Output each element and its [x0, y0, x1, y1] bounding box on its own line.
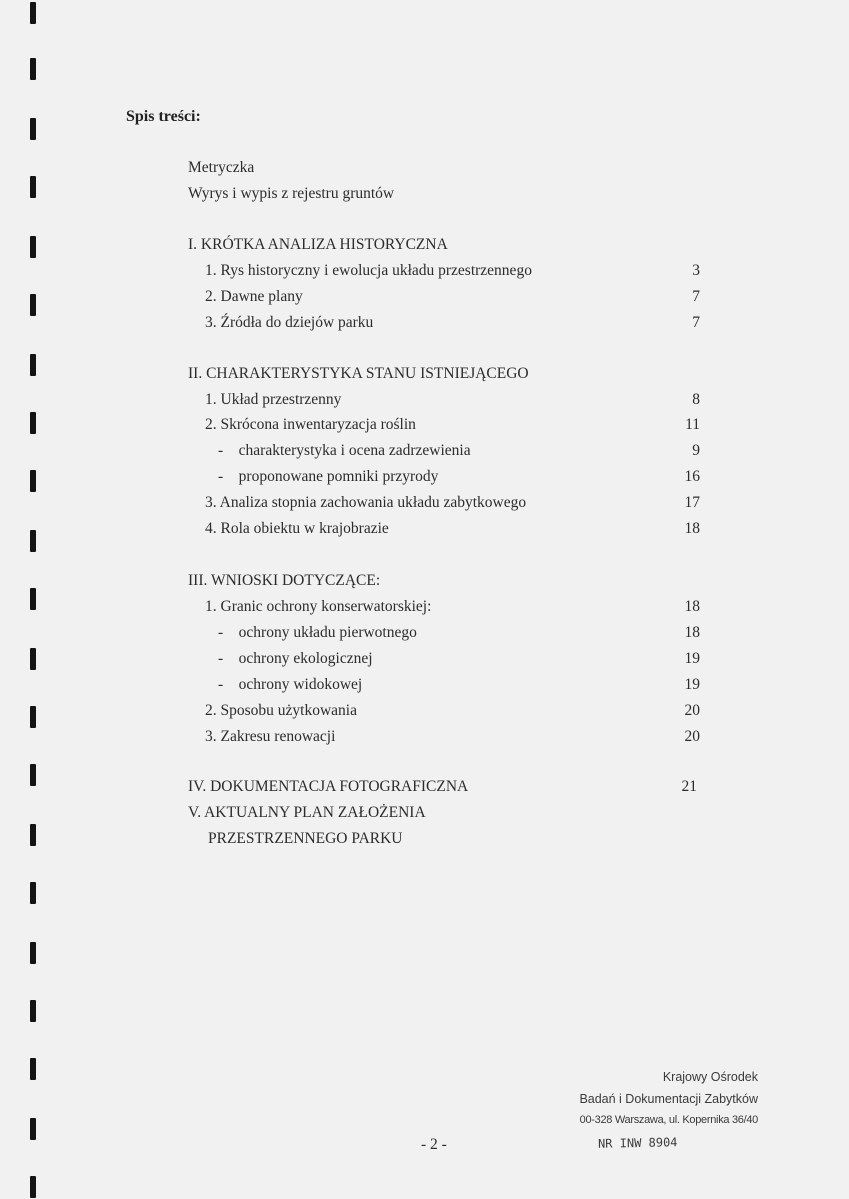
binding-hole [30, 176, 36, 198]
toc-entry-page: 18 [684, 624, 700, 641]
toc-entry-page: 3 [692, 262, 700, 279]
binding-hole [30, 412, 36, 434]
binding-hole [30, 354, 36, 376]
binding-hole [30, 764, 36, 786]
toc-entry-page: 11 [685, 416, 700, 433]
binding-hole [30, 118, 36, 140]
toc-entry-page: 20 [684, 728, 700, 745]
toc-heading: Spis treści: [126, 108, 201, 125]
binding-hole [30, 2, 36, 24]
binding-hole [30, 648, 36, 670]
toc-entry-page: 8 [692, 391, 700, 408]
toc-entry-page: 9 [692, 442, 700, 459]
toc-entry-label: 3. Źródła do dziejów parku [205, 314, 374, 331]
binding-hole [30, 588, 36, 610]
toc-subentry-label: - proponowane pomniki przyrody [218, 468, 439, 485]
toc-subentry-label: - ochrony ekologicznej [218, 650, 373, 667]
section-title-5-line2: PRZESTRZENNEGO PARKU [208, 830, 403, 847]
toc-entry-page: 18 [684, 520, 700, 537]
stamp-line-2: Badań i Dokumentacji Zabytków [579, 1092, 758, 1106]
toc-subentry-label: - charakterystyka i ocena zadrzewienia [218, 442, 471, 459]
toc-entry-wyrys: Wyrys i wypis z rejestru gruntów [188, 185, 395, 202]
binding-hole [30, 530, 36, 552]
binding-hole [30, 824, 36, 846]
stamp-line-3: 00-328 Warszawa, ul. Kopernika 36/40 [579, 1114, 758, 1126]
binding-hole [30, 882, 36, 904]
section-title-3: III. WNIOSKI DOTYCZĄCE: [188, 572, 381, 589]
binding-hole [30, 942, 36, 964]
toc-entry-page: 19 [684, 650, 700, 667]
toc-entry-label: 1. Rys historyczny i ewolucja układu przestrzennego [205, 262, 532, 279]
toc-entry-label: 3. Zakresu renowacji [205, 728, 336, 745]
binding-holes [0, 0, 40, 1199]
binding-hole [30, 1118, 36, 1140]
toc-entry-label: 2. Skrócona inwentaryzacja roślin [205, 416, 416, 433]
binding-hole [30, 236, 36, 258]
toc-entry-label: 4. Rola obiektu w krajobrazie [205, 520, 389, 537]
toc-entry-page: 7 [692, 314, 700, 331]
toc-subentry-label: - ochrony układu pierwotnego [218, 624, 417, 641]
binding-hole [30, 294, 36, 316]
binding-hole [30, 1176, 36, 1198]
toc-entry-label: 2. Dawne plany [205, 288, 303, 305]
binding-hole [30, 1000, 36, 1022]
stamp-line-1: Krajowy Ośrodek [662, 1070, 758, 1084]
toc-entry-page: 19 [684, 676, 700, 693]
toc-entry-page: 20 [684, 702, 700, 719]
toc-entry-label: 3. Analiza stopnia zachowania układu zabytkowego [205, 494, 527, 511]
toc-entry-page: 18 [684, 598, 700, 615]
section-title-4: IV. DOKUMENTACJA FOTOGRAFICZNA [188, 778, 469, 795]
binding-hole [30, 470, 36, 492]
toc-entry-label: 1. Układ przestrzenny [205, 391, 342, 408]
toc-entry-label: 2. Sposobu użytkowania [205, 702, 357, 719]
section-title-5: V. AKTUALNY PLAN ZAŁOŻENIA [188, 804, 426, 821]
toc-entry-page: 7 [692, 288, 700, 305]
toc-entry-page: 16 [684, 468, 700, 485]
page-number: - 2 - [421, 1136, 447, 1153]
binding-hole [30, 706, 36, 728]
toc-entry-metryczka: Metryczka [188, 159, 255, 176]
section-title-1: I. KRÓTKA ANALIZA HISTORYCZNA [188, 236, 448, 253]
toc-subentry-label: - ochrony widokowej [218, 676, 363, 693]
section-title-2: II. CHARAKTERYSTYKA STANU ISTNIEJĄCEGO [188, 365, 529, 382]
handwritten-inventory-note: NR INW 8904 [597, 1135, 678, 1151]
binding-hole [30, 1058, 36, 1080]
binding-hole [30, 58, 36, 80]
toc-entry-page: 21 [681, 778, 697, 795]
toc-entry-label: 1. Granic ochrony konserwatorskiej: [205, 598, 432, 615]
toc-entry-page: 17 [684, 494, 700, 511]
